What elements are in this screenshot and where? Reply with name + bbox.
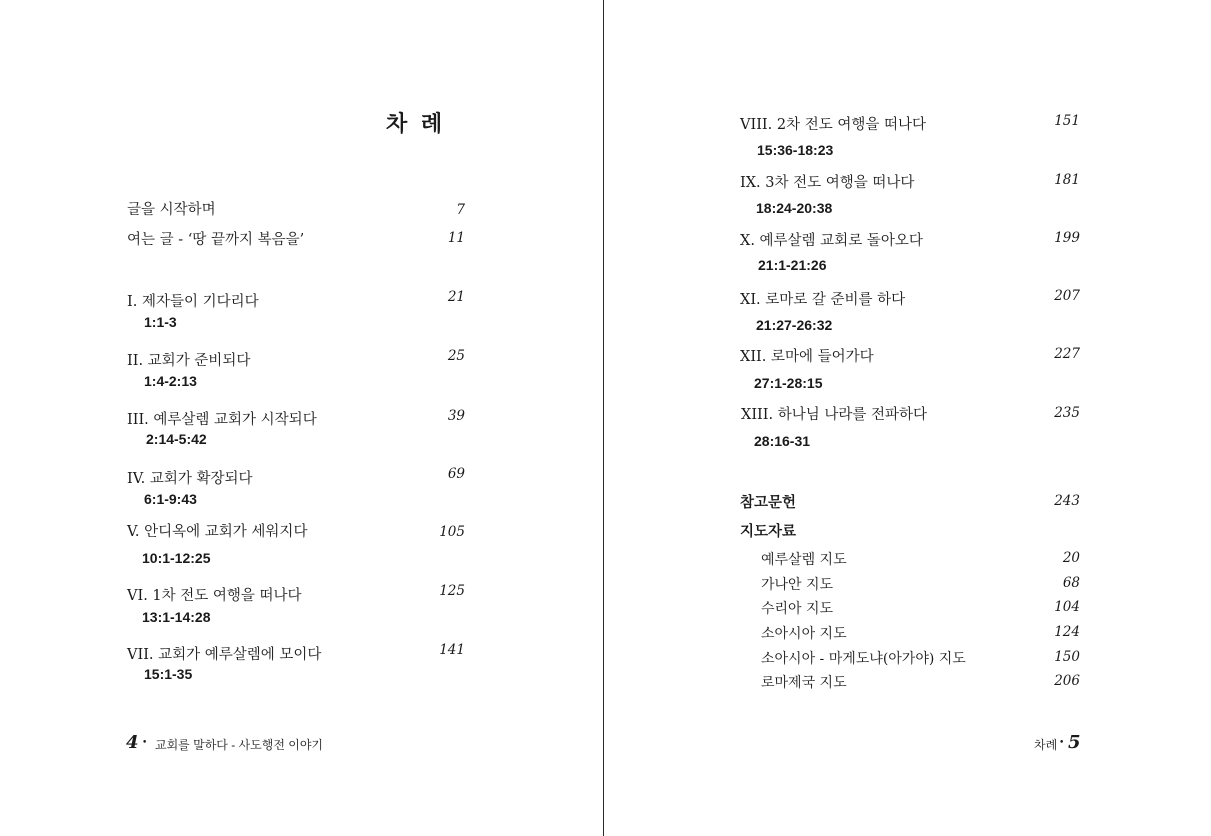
map-entry-page: 206 [1054, 673, 1080, 689]
chapter-title: X. 예루살렘 교회로 돌아오다 [740, 233, 923, 249]
references-page: 243 [1054, 493, 1080, 509]
chapter-ref: 28:16-31 [754, 433, 811, 449]
chapter-title: III. 예루살렘 교회가 시작되다 [127, 412, 317, 428]
page-number: 5 [1068, 732, 1081, 753]
chapter-page: 199 [1054, 230, 1080, 246]
map-entry-title: 수리아 지도 [761, 601, 834, 617]
chapter-title: IX. 3차 전도 여행을 떠나다 [740, 175, 915, 191]
chapter-title: II. 교회가 준비되다 [127, 353, 251, 369]
chapter-page: 69 [447, 466, 465, 482]
page-number: 4 [126, 732, 139, 753]
chapter-page: 151 [1054, 113, 1080, 129]
page-title: 차 례 [386, 111, 446, 137]
map-entry-page: 150 [1054, 649, 1080, 665]
chapter-page: 207 [1054, 288, 1080, 304]
chapter-page: 105 [439, 524, 465, 540]
chapter-ref: 21:27-26:32 [756, 317, 833, 333]
chapter-title: XI. 로마로 갈 준비를 하다 [740, 292, 906, 308]
chapter-ref: 1:1-3 [144, 314, 177, 330]
footer-dot: • [1059, 738, 1065, 748]
toc-entry-title: 글을 시작하며 [127, 202, 216, 218]
map-entry-page: 68 [1062, 575, 1080, 591]
maps-heading: 지도자료 [740, 523, 797, 540]
chapter-title: VI. 1차 전도 여행을 떠나다 [127, 588, 302, 604]
map-entry-title: 가나안 지도 [761, 577, 834, 593]
references-heading: 참고문헌 [740, 494, 797, 511]
map-entry-title: 소아시아 - 마게도냐(아가야) 지도 [761, 651, 966, 667]
chapter-page: 125 [439, 583, 465, 599]
chapter-ref: 1:4-2:13 [144, 373, 197, 389]
running-title: 교회를 말하다 - 사도행전 이야기 [155, 738, 324, 752]
right-page [604, 0, 1211, 836]
toc-entry-page: 11 [447, 230, 465, 246]
chapter-title: I. 제자들이 기다리다 [127, 294, 259, 310]
chapter-ref: 10:1-12:25 [142, 550, 211, 566]
chapter-title: V. 안디옥에 교회가 세워지다 [127, 524, 308, 540]
map-entry-title: 로마제국 지도 [761, 675, 847, 691]
chapter-ref: 15:36-18:23 [757, 142, 834, 158]
footer-dot: • [142, 738, 148, 748]
toc-entry-page: 7 [456, 202, 465, 218]
chapter-ref: 18:24-20:38 [756, 200, 833, 216]
chapter-ref: 13:1-14:28 [142, 609, 211, 625]
chapter-title: VIII. 2차 전도 여행을 떠나다 [740, 117, 926, 133]
running-title: 차례 [1034, 738, 1058, 752]
chapter-ref: 21:1-21:26 [758, 257, 827, 273]
map-entry-title: 소아시아 지도 [761, 626, 847, 642]
chapter-page: 181 [1054, 172, 1080, 188]
chapter-page: 141 [439, 642, 465, 658]
chapter-ref: 2:14-5:42 [146, 431, 207, 447]
chapter-title: IV. 교회가 확장되다 [127, 471, 253, 487]
left-page [0, 0, 603, 836]
chapter-page: 227 [1054, 346, 1080, 362]
map-entry-page: 20 [1062, 550, 1080, 566]
chapter-ref: 6:1-9:43 [144, 491, 197, 507]
chapter-page: 21 [447, 289, 465, 305]
map-entry-page: 124 [1054, 624, 1080, 640]
chapter-page: 235 [1054, 405, 1080, 421]
chapter-title: XIII. 하나님 나라를 전파하다 [741, 407, 928, 423]
chapter-page: 25 [447, 348, 465, 364]
chapter-ref: 27:1-28:15 [754, 375, 823, 391]
map-entry-title: 예루살렘 지도 [761, 552, 847, 568]
chapter-title: VII. 교회가 예루살렘에 모이다 [127, 647, 322, 663]
chapter-page: 39 [447, 408, 465, 424]
toc-entry-title: 여는 글 - ‘땅 끝까지 복음을’ [127, 232, 305, 248]
chapter-title: XII. 로마에 들어가다 [740, 349, 874, 365]
chapter-ref: 15:1-35 [144, 666, 193, 682]
map-entry-page: 104 [1054, 599, 1080, 615]
